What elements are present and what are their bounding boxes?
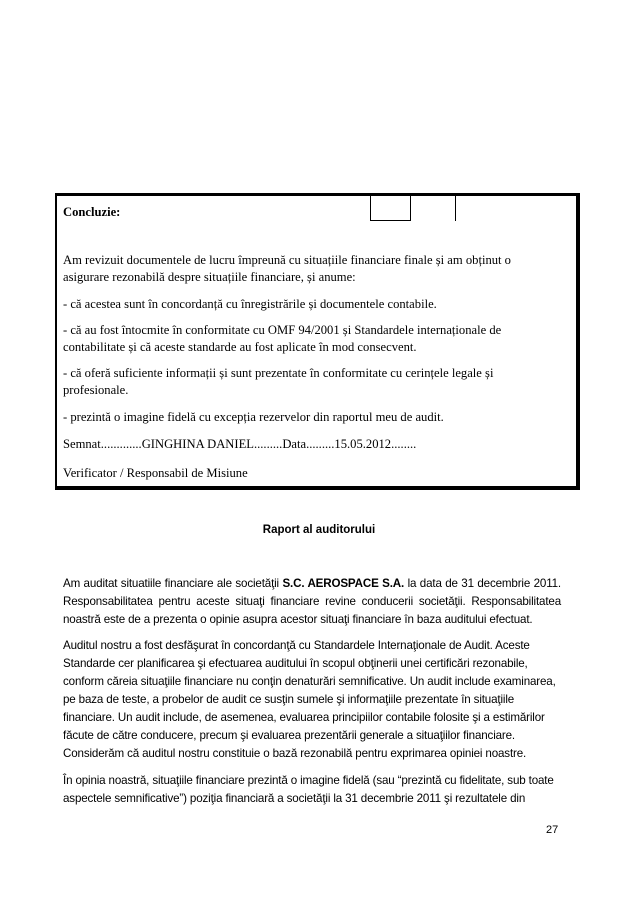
conclusion-item: - că au fost întocmite în conformitate cu OMF 94/2001 și Standardele internaționale de contabilitate și că aceste standarde au fost aplicate în mod consecvent.: [63, 323, 502, 354]
conclusion-paragraph: Am revizuit documentele de lucru împreună cu situațiile financiare finale și am obținut o asigurare rezonabilă despre situațiile financiare, și anume:: [63, 253, 511, 284]
signature-line: Semnat.............GINGHINA DANIEL.........Data.........15.05.2012........: [63, 437, 417, 451]
report-paragraph: Auditul nostru a fost desfăşurat în concordanţă cu Standardele Internaţionale de Audit. Aceste Standarde cer planificarea şi efectuarea auditului în scopul obţinerii unei certificări rezonabile, conform căreia situaţiile financiare nu conţin denaturări semnificative. Un audit include examinarea, pe baza de teste, a probelor de audit ce susţin sumele şi informaţiile prezentate în situaţiile financiare. Un audit include, de asemenea, evaluarea principiilor contabile folosite şi a estimărilor făcute de către conducere, precum şi evaluarea prezentării generale a situaţiilor financiare. Considerăm că auditul nostru constituie o bază rezonabilă pentru exprimarea opiniei noastre.: [63, 639, 556, 760]
conclusion-item: - prezintă o imagine fidelă cu excepția rezervelor din raportul meu de audit.: [63, 410, 444, 424]
page-number: 27: [546, 824, 559, 836]
conclusion-item: - că oferă suficiente informații și sunt prezentate în conformitate cu cerințele legale și profesionale.: [63, 366, 494, 397]
company-name: S.C. AEROSPACE S.A.: [282, 577, 405, 590]
report-title: Raport al auditorului: [262, 524, 376, 536]
conclusion-item: - că acestea sunt în concordanță cu înregistrările și documentele contabile.: [63, 297, 437, 311]
verifier-role: Verificator / Responsabil de Misiune: [63, 466, 248, 480]
conclusion-heading: Concluzie:: [63, 205, 121, 219]
report-paragraph: În opinia noastră, situaţiile financiare prezintă o imagine fidelă (sau “prezintă cu fidelitate, sub toate aspectele semnificative”) poziţia financiară a societăţii la 31 decembrie 2011 şi rezultatele din: [63, 774, 554, 805]
report-paragraph: Am auditat situatiile financiare ale societăţii S.C. AEROSPACE S.A. la data de 31 decembrie 2011. Responsabilitatea pentru aceste situaţi financiare revine conducerii societăţii. Responsabilitatea noastră este de a prezenta o opinie asupra acestor situaţi financiare în baza auditului efectuat.: [63, 577, 561, 626]
